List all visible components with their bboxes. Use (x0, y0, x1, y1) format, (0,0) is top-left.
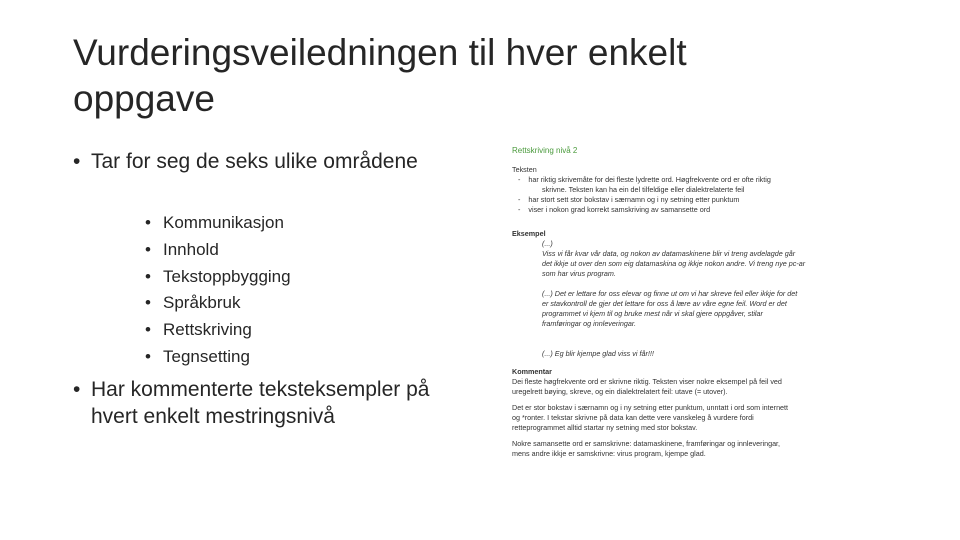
doc-example-line: som har virus program. (542, 269, 616, 278)
doc-tekst-label: Teksten (512, 165, 537, 174)
sub-bullet-text: Rettskriving (163, 320, 252, 340)
sub-bullet-text: Innhold (163, 239, 219, 259)
doc-comment-line: Dei fleste høgfrekvente ord er skrivne riktig. Teksten viser nokre eksempel på feil ved (512, 377, 782, 386)
doc-comment-line: Det er stor bokstav i særnamn og i ny setning etter punktum, unntatt i ord som internett (512, 403, 789, 412)
doc-example-line: er stavkontroll de gjer det lettare for oss å lære av våre egne feil. Word er det (542, 299, 787, 308)
sub-bullet-item: • Rettskriving (145, 320, 252, 340)
doc-example-line: det ikkje ut over den som eig datamaskina og ikkje nokon andre. Vi treng nye pc-ar (542, 259, 806, 268)
sub-bullet-text: Språkbruk (163, 293, 241, 313)
doc-example-line: (...) (542, 239, 553, 248)
slide-title: Vurderingsveiledningen til hver enkelt oppgave (73, 32, 687, 119)
bullet-dot: • (73, 150, 81, 173)
doc-example-line: (...) Eg blir kjempe glad viss vi får!!! (542, 349, 654, 358)
sub-bullet-item: • Kommunikasjon (145, 213, 284, 232)
bullet-text: Tar for seg de seks ulike områdene (91, 150, 418, 173)
sub-bullet-text: Kommunikasjon (163, 213, 284, 232)
sub-bullet-item: • Tekstoppbygging (145, 266, 291, 286)
bullet-dot: • (73, 378, 81, 401)
doc-kommentar-label: Kommentar (512, 367, 552, 376)
sub-bullet-item: • Innhold (145, 239, 219, 259)
sub-bullet-text: Tegnsetting (163, 346, 250, 366)
sub-bullet-list (145, 212, 405, 373)
doc-example-line: Viss vi får kvar vår data, og nokon av datamaskinene blir vi treng avdelagde går (542, 249, 796, 258)
sub-bullet-item: • Tegnsetting (145, 346, 250, 366)
doc-heading: Rettskriving nivå 2 (512, 146, 578, 155)
bullet-item (73, 376, 453, 430)
doc-comment-line: mens andre ikkje er samskrivne: virus program, kjempe glad. (512, 449, 706, 458)
assessment-document-image (512, 146, 852, 484)
doc-tekst-item: - har stort sett stor bokstav i særnamn og i ny setning etter punktum (518, 195, 740, 204)
doc-example-line: framføringar og innleveringar. (542, 319, 637, 328)
doc-comment-line: og *ronter. I tekstar skrivne på data kan dette vere vanskeleg å vurdere fordi (512, 413, 754, 422)
doc-tekst-item: - har riktig skrivemåte for dei fleste lydrette ord. Høgfrekvente ord er ofte riktig (518, 175, 771, 184)
doc-comment-line: retteprogrammet alltid startar ny setning med stor bokstav. (512, 423, 698, 432)
doc-tekst-item: skrivne. Teksten kan ha ein del tilfeldige eller dialektrelaterte feil (542, 185, 745, 194)
doc-tekst-item: - viser i nokon grad korrekt samskriving av samansette ord (518, 205, 711, 214)
sub-bullet-text: Tekstoppbygging (163, 266, 291, 286)
doc-eksempel-label: Eksempel (512, 229, 546, 238)
bullet-text: Har kommenterte teksteksempler på hvert enkelt mestringsnivå (91, 378, 430, 428)
doc-example-line: programmet vi kjem til og bruke mest når vi skal gjere oppgåver, stilar (542, 309, 763, 318)
doc-comment-line: Nokre samansette ord er samskrivne: datamaskinene, framføringar og innleveringar, (512, 439, 781, 448)
bullet-item (73, 148, 473, 175)
doc-example-line: (...) Det er lettare for oss elevar og finne ut om vi har skreve feil eller ikkje for det (542, 289, 798, 298)
sub-bullet-item: • Språkbruk (145, 293, 241, 313)
doc-comment-line: uregelrett bøying, skreve, og ein dialektrelatert feil: utave (= utover). (512, 387, 728, 396)
